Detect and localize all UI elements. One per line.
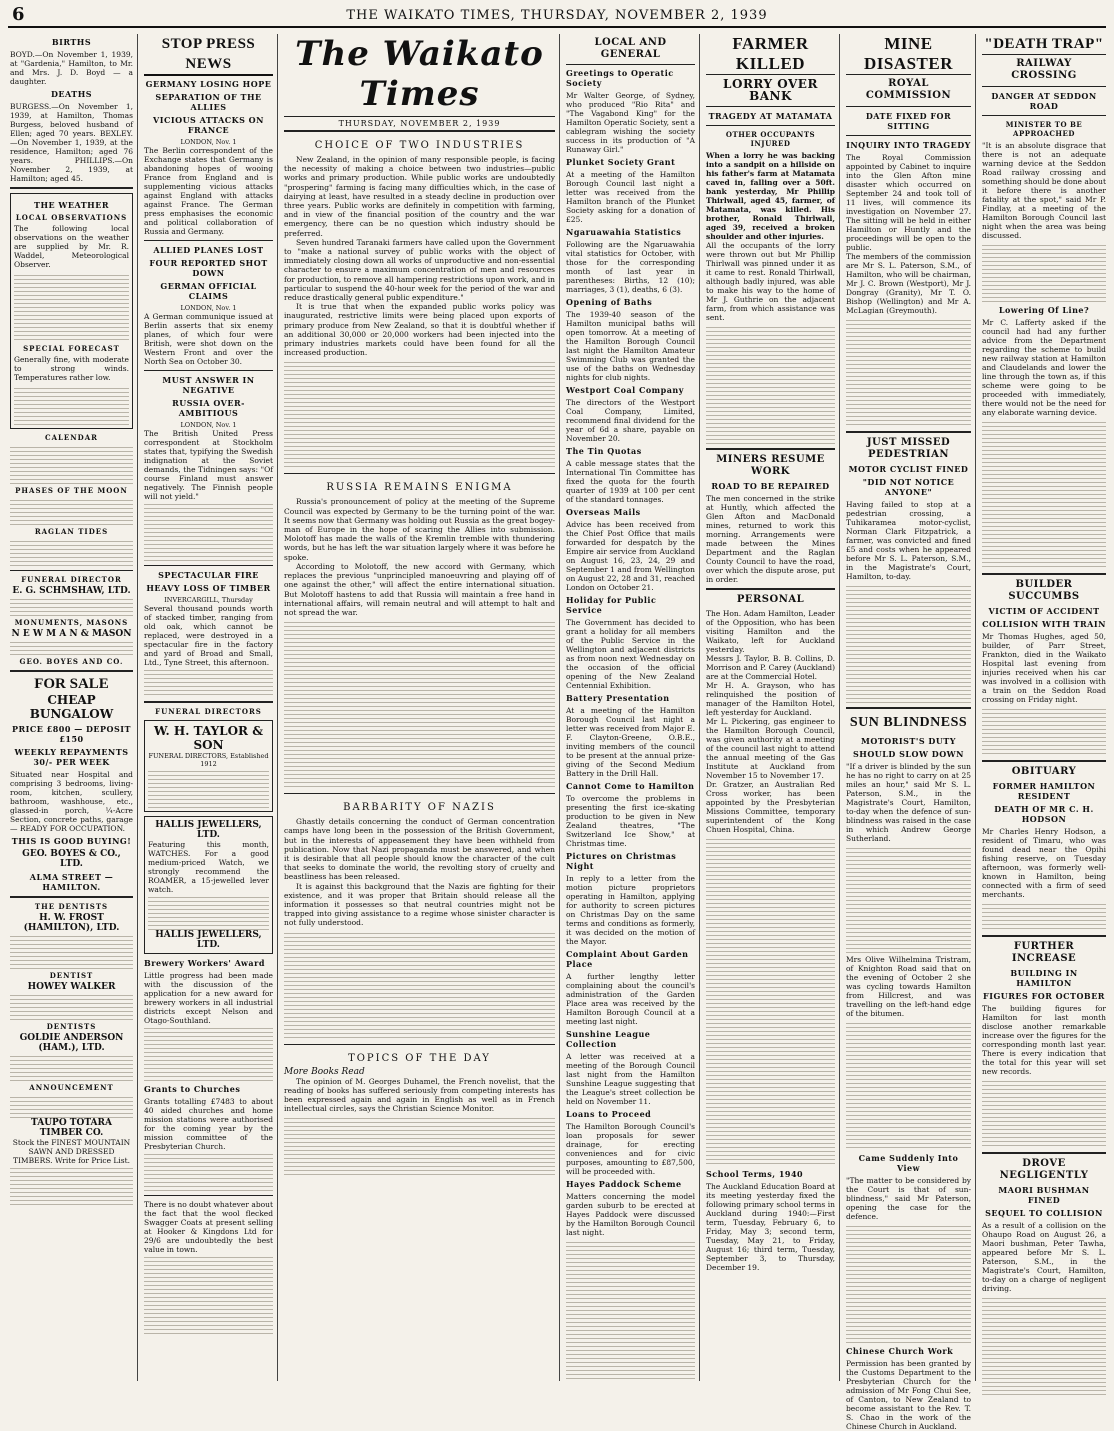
came-text: "The matter to be considered by the Court is that of sun-blindness," said Mr Paterson, opening the case for the defence. [846, 1176, 971, 1221]
death-trap-sub1: RAILWAY CROSSING [1011, 58, 1077, 81]
editorial2-p1: Russia's pronouncement of policy at the meeting of the Supreme Council was expected by Germany to be the turning point of the war. It seems now that Germany was holding out Russia as the great bogey-man of Europe in the hope of scaring the Allies into submission. Molotoff has made the walls of the Kremlin tremble with thundering words, but he has left the war situation largely where it was before he spoke. [284, 497, 555, 562]
builder-sub: VICTIM OF ACCIDENT [988, 606, 1100, 616]
death-trap-p1: "It is an absolute disgrace that there is not an adequate warning device at the Seddon Road railway crossing and something should be done about it before there is another fatality at the spot," said Mr P. Findlay, at a meeting of the Hamilton Borough Council last night when the area was being discussed. [982, 141, 1107, 240]
n5-title: Westport Coal Company [566, 385, 684, 395]
sale-firm: GEO. BOYES & CO., LTD. [22, 849, 121, 869]
column-mine-disaster [842, 34, 976, 1431]
local-general-heading: LOCAL AND GENERAL [566, 37, 695, 65]
funeral-directors-heading: FUNERAL DIRECTORS [155, 707, 262, 716]
n7-text: Advice has been received from the Chief Post Office that mails forwarded for despatch by the Empire air service from Auckland on August 16, 23, 24, 29 and September 1 and from Wellington on August 22, 28 and 31, reached London on October 21. [566, 520, 695, 592]
n3-title: Ngaruawahia Statistics [566, 227, 682, 237]
stop-press-heading: STOP PRESS NEWS [144, 34, 273, 76]
editorial1-p3: It is true that when the expanded public works policy was inaugurated, restrictive limits were being placed upon exports of primary produce from New Zealand, so that it is doubtful whether if an additional 30,000 or 20,000 workers had been injected into the primary industries markets could have been found for all the increased production. [284, 302, 555, 358]
n1-text: Mr Walter George, of Sydney, who produced "Rio Rita" and "The Vagabond King" for the Hamilton Operatic Society, sent a cablegram wishing the society success in its production of "A Runaway Girl." [566, 91, 695, 154]
page-number: 6 [12, 4, 25, 25]
obituary-sub: FORMER HAMILTON RESIDENT [992, 781, 1096, 801]
dentist3-firm: GOLDIE ANDERSON (HAM.), LTD. [19, 1033, 124, 1053]
n3-text: Following are the Ngaruawahia vital statistics for October, with those for the corresponding month of last year in parentheses: Births, 12 (10); marriages, 3 (1), deaths, 6 (3). [566, 240, 695, 294]
editorial-date: THURSDAY, NOVEMBER 2, 1939 [284, 117, 555, 132]
editorial3-p1: Ghastly details concerning the conduct of German concentration camps have long been in the possession of the British Government, but in the interests of appeasement they have been withheld from publication. Now that Nazi propaganda must be answered, and when it is desirable that all people should know the character of the cult that seeks to dominate the world, the revolting story of cruelty and beastliness has been released. [284, 817, 555, 882]
farmer-p2: All the occupants of the lorry were thrown out but Mr Phillip Thirlwall was pinned under it as it came to rest. Ronald Thirlwall, although badly injured, was able to make his way to the home of Mr J. Guthrie on the adjacent farm, from which assistance was sent. [706, 241, 835, 322]
hallis2-firm: HALLIS JEWELLERS, LTD. [155, 930, 262, 950]
lowering-heading: Lowering Of Line? [998, 305, 1090, 315]
n9-title: Battery Presentation [566, 693, 670, 703]
dentists3-heading: DENTISTS [46, 1022, 97, 1031]
obituary-sub2: DEATH OF MR C. H. HODSON [994, 804, 1094, 824]
coats-ad-text: There is no doubt whatever about the fact that the wool flecked Swagger Coats at present selling at Hooker & Kingdons Ltd for 29/6 are undoubtedly the best value in town. [144, 1200, 273, 1254]
editorial3-title: BARBARITY OF NAZIS [343, 802, 496, 814]
sp3-place: LONDON, Nov. 1 [180, 304, 237, 312]
column-local-general [562, 34, 700, 1381]
pedestrian-text: Having failed to stop at a pedestrian crossing, a Tuhikaramea motor-cyclist, Norman Clark Fitzpatrick, a farmer, was convicted and fined £5 and costs when he appeared before Mr S. L. Paterson, S.M., in the Magistrate's Court, Hamilton, to-day. [846, 500, 971, 581]
builder-heading: BUILDER SUCCUMBS [1008, 579, 1080, 602]
mine-sub1: ROYAL COMMISSION [865, 78, 952, 101]
funeral-firm: E. G. SCHMSHAW, LTD. [12, 586, 131, 596]
weather-heading: THE WEATHER [33, 200, 109, 210]
editorial1-title: CHOICE OF TWO INDUSTRIES [314, 140, 525, 151]
n14-title: Loans to Proceed [566, 1109, 652, 1119]
editorial2-p2: According to Molotoff, the new accord with Germany, which replaces the previous "unprincipled manoeuvring and playing off of one against the other," will affect the entire international situation. But Molotoff hastens to add that Russia will maintain a free hand in international affairs, will remain neutral and will attempt to halt and not spread the war. [284, 561, 555, 617]
personal-p1: The Hon. Adam Hamilton, Leader of the Opposition, who has been visiting Hamilton and the Waikato, left for Auckland yesterday. [706, 609, 835, 654]
editorial3-p2: It is against this background that the Nazis are fighting for their existence, and it was proper that Britain should release all the information it possesses so that neutral countries might not be trapped into giving assistance to a regime whose sinister character is not fully understood. [284, 881, 555, 928]
sale-weekly: WEEKLY REPAYMENTS 30/- PER WEEK [14, 747, 129, 767]
came-heading: Came Suddenly Into View [858, 1153, 959, 1173]
n13-text: A letter was received at a meeting of the Borough Council last night from the Hamilton Sunshine League suggesting that the League's street collection be held on November 11. [566, 1052, 695, 1106]
death-trap-sub2: DANGER AT SEDDON ROAD [991, 91, 1097, 111]
sale-price: PRICE £800 — DEPOSIT £150 [12, 724, 131, 744]
personal-heading: PERSONAL [736, 594, 805, 605]
taylor-sub: FUNERAL DIRECTORS, Established 1912 [148, 752, 269, 768]
sp1-title: GERMANY LOSING HOPE [145, 79, 272, 89]
column-notices [6, 34, 138, 1381]
sale-street: ALMA STREET — HAMILTON. [29, 872, 114, 892]
editorial1-p2: Seven hundred Taranaki farmers have called upon the Government to "make a national survey of public works with the object of immediately closing down all works of unproductive and non-essential character to ensure a maximum concentration of men and resources for production, to remove all hampering restrictions upon work, and in particular to suspend the 40-hour week for the period of the war and reduce drastically general public expenditure." [284, 237, 555, 303]
drove-sub2: SEQUEL TO COLLISION [985, 1208, 1103, 1218]
pedestrian-quote: "DID NOT NOTICE ANYONE" [862, 477, 955, 497]
builder-sub2: COLLISION WITH TRAIN [982, 619, 1106, 629]
sale-buy: THIS IS GOOD BUYING! [11, 836, 132, 846]
editorial2-title: RUSSIA REMAINS ENIGMA [326, 482, 513, 494]
churches-text: Grants totalling £7483 to about 40 aided churches and home mission stations were authorised for the coming year by the mission committee of the Presbyterian Church. [144, 1097, 273, 1151]
sp5-sub: HEAVY LOSS OF TIMBER [146, 583, 271, 593]
column-farmer-killed [702, 34, 840, 1381]
brewery-heading: Brewery Workers' Award [144, 958, 265, 968]
sun-sub: MOTORIST'S DUTY [861, 736, 956, 746]
increase-heading: FURTHER INCREASE [1011, 941, 1077, 964]
personal-p4: Mr L. Pickering, gas engineer to the Hamilton Borough Council, was given authority at a meeting of the council last night to attend the annual meeting of the Gas Institute at Auckland from November 15 to November 17. [706, 717, 835, 780]
sun-text2: Mrs Olive Wilhelmina Tristram, of Knighton Road said that on the evening of October 2 she was cycling towards Hamilton from Hillcrest, and was travelling on the left-hand edge of the bitumen. [846, 955, 971, 1018]
n9-text: At a meeting of the Hamilton Borough Council last night a letter was received from Major E. F. Clayton-Greene, O.B.E., inviting members of the council to be present at the annual prize-giving of the Second Medium Battery in the Drill Hall. [566, 706, 695, 778]
dentist2-firm: HOWEY WALKER [27, 982, 116, 992]
weather-box [10, 193, 133, 429]
pedestrian-heading: JUST MISSED PEDESTRIAN [866, 437, 951, 460]
dentist2-heading: DENTIST [49, 971, 94, 980]
totara-firm: TAUPO TOTARA TIMBER CO. [31, 1118, 112, 1138]
n11-title: Pictures on Christmas Night [566, 851, 677, 871]
personal-p5: Dr. Gratzer, an Australian Red Cross worker, has been appointed by the Presbyterian Missions Committee, temporary superintendent of the Kong Chuen Hospital, China. [706, 780, 835, 834]
newspaper-flag: The Waikato Times [284, 34, 555, 117]
death-trap-sub3: MINISTER TO BE APPROACHED [1005, 120, 1083, 138]
moon-heading: PHASES OF THE MOON [15, 486, 128, 495]
n7-title: Overseas Mails [566, 507, 641, 517]
n6-title: The Tin Quotas [566, 446, 642, 456]
births-heading: BIRTHS [51, 37, 92, 47]
drove-sub: MAORI BUSHMAN FINED [998, 1185, 1090, 1205]
sale-head: CHEAP BUNGALOW [29, 693, 114, 721]
personal-p3: Mr H. A. Grayson, who has relinquished the position of manager of the Hamilton Hotel, left yesterday for Auckland. [706, 681, 835, 717]
n12-title: Complaint About Garden Place [566, 949, 689, 969]
sun-sub2: SHOULD SLOW DOWN [853, 749, 964, 759]
school-text: The Auckland Education Board at its meeting yesterday fixed the following primary school terms in Auckland during 1940:—First term, Tuesday, February 6, to Friday, May 3; second term, Tuesday, May 21, to Friday, August 16; third term, Tuesday, September 3, to Thursday, December 19. [706, 1182, 835, 1272]
n10-text: To overcome the problems in presenting the first ice-skating production to be given in New Zealand theatres, "The Switzerland Ice Show," at Christmas time. [566, 794, 695, 848]
drove-text: As a result of a collision on the Ohaupo Road on August 26, a Maori bushman, Peter Tawha, appeared before Mr S. L. Paterson, S.M., in the Magistrate's Court, Hamilton, to-day on a charge of negligent driving. [982, 1221, 1106, 1293]
mason-firm: N E W M A N & MASON [11, 629, 132, 639]
taylor-firm: W. H. TAYLOR & SON [153, 724, 264, 752]
sp4-sub: RUSSIA OVER-AMBITIOUS [172, 398, 245, 418]
sp4-place: LONDON, Nov. 1 [180, 421, 237, 429]
weather-subheading: LOCAL OBSERVATIONS [15, 213, 128, 222]
sp3-sub2: GERMAN OFFICIAL CLAIMS [160, 281, 257, 301]
n14-text: The Hamilton Borough Council's loan proposals for sewer drainage, for erecting conveniences and for civic purposes, amounting to £87,500, will be proceeded with. [566, 1122, 695, 1176]
sale-text: Situated near Hospital and comprising 3 bedrooms, living-room, kitchen, scullery, bathroom, washhouse, etc., glassed-in porch, ¼-Acre Section, concrete paths, garage— READY FOR OCCUPATION. [10, 770, 133, 833]
n15-title: Hayes Paddock Scheme [566, 1179, 682, 1189]
forecast-text: Generally fine, with moderate to strong winds. Temperatures rather low. [14, 355, 129, 382]
n10-title: Cannot Come to Hamilton [566, 781, 695, 791]
sun-blindness-heading: SUN BLINDNESS [849, 715, 968, 730]
announcement-heading: ANNOUNCEMENT [29, 1083, 114, 1092]
topics-sub: More Books Read [284, 1066, 365, 1077]
sp2-title: VICIOUS ATTACKS ON FRANCE [153, 115, 264, 135]
n4-text: The 1939-40 season of the Hamilton municipal baths will open tomorrow. At a meeting of the Hamilton Borough Council last night the Hamilton Amateur Swimming Club was granted the use of the baths on Wednesday nights for club nights. [566, 310, 695, 382]
farmer-sub1: LORRY OVER BANK [723, 77, 818, 103]
n2-title: Plunket Society Grant [566, 157, 676, 167]
drove-heading: DROVE NEGLIGENTLY [999, 1158, 1089, 1181]
editorial1-p1: New Zealand, in the opinion of many responsible people, is facing the necessity of making a choice between two industries—public works and primary production. While public works are undoubtedly "prospering" farming is facing many difficulties which, in the case of dairying at least, have resulted in a steady decline in production over three years. Public works are definitely in competition with farming, and in view of the financial position of the country and the war emergency, there can be no question which industry should be preferred. [284, 155, 555, 238]
topics-p1: The opinion of M. Georges Duhamel, the French novelist, that the reading of books has suffered seriously from competing interests has been expressed again and again in English as well as in French intellectual circles, says the Christian Science Monitor. [284, 1076, 555, 1114]
farmer-sub2: TRAGEDY AT MATAMATA [708, 111, 833, 121]
farmer-sub3: OTHER OCCUPANTS INJURED [725, 130, 816, 148]
dentist-firm: H. W. FROST (HAMILTON), LTD. [23, 913, 120, 933]
dentists-heading: THE DENTISTS [34, 902, 109, 911]
births-text: BOYD.—On November 1, 1939, at "Gardenia," Hamilton, to Mr. and Mrs. J. D. Boyd — a daughter. [10, 50, 133, 86]
miners-sub: ROAD TO BE REPAIRED [711, 481, 830, 491]
column-death-trap [978, 34, 1110, 1381]
brewery-text: Little progress had been made with the discussion of the application for a new award for brewery workers in all industrial districts except Nelson and Otago-Southland. [144, 971, 273, 1025]
monuments-heading: MONUMENTS, MASONS [14, 618, 129, 627]
n13-title: Sunshine League Collection [566, 1029, 651, 1049]
running-head: THE WAIKATO TIMES, THURSDAY, NOVEMBER 2, 1939 [346, 8, 768, 23]
hallis-firm: HALLIS JEWELLERS, LTD. [155, 820, 262, 840]
pedestrian-sub: MOTOR CYCLIST FINED [848, 464, 969, 474]
totara-text: Stock the FINEST MOUNTAIN SAWN AND DRESSED TIMBERS. Write for Price List. [12, 1138, 131, 1165]
sun-text: "If a driver is blinded by the sun he has no right to carry on at 25 miles an hour," said Mr S. L. Paterson, S.M., in the Magistrate's Court, Hamilton, to-day when the defence of sun-blindness was raised in the case in which Andrew George Sutherland. [846, 762, 971, 843]
mine-p1: The Royal Commission appointed by Cabinet to inquire into the Glen Afton mine disaster which occurred on September 24 and took toll of 11 lives, will commence its investigation on November 27. The sitting will be held in either Hamilton or Huntly and the proceedings will be open to the public. [846, 153, 971, 252]
chinese-heading: Chinese Church Work [846, 1346, 954, 1356]
sp2-place: LONDON, Nov. 1 [180, 138, 237, 146]
sp3-title: ALLIED PLANES LOST [153, 245, 264, 255]
deaths-text: BURGESS.—On November 1, 1939, at Hamilton, Thomas Burgess, beloved husband of Ellen; aged 70 years. BEXLEY.—On November 1, 1939, at the residence, Hamilton; aged 76 years. PHILLIPS.—On November 2, 1939, at Hamilton; aged 45. [10, 102, 133, 183]
topics-title: TOPICS OF THE DAY [348, 1052, 491, 1064]
school-heading: School Terms, 1940 [706, 1169, 804, 1179]
sp5-text: Several thousand pounds worth of stacked timber, ranging from old oak, which cannot be replaced, were destroyed in a spectacular fire in the factory and yard of Broad and Small, Ltd., Tyne Street, this afternoon. [144, 604, 273, 667]
increase-sub2: FIGURES FOR OCTOBER [983, 991, 1105, 1001]
n2-text: At a meeting of the Hamilton Borough Council last night a letter was received from the Hamilton branch of the Plunket Society asking for a donation of £25. [566, 170, 695, 224]
n8-title: Holiday for Public Service [566, 595, 657, 615]
sp3-text: A German communique issued at Berlin asserts that six enemy planes, of which four were British, were shot down on the Western Front and over the North Sea on October 30. [144, 312, 273, 366]
farmer-killed-heading: FARMER KILLED [706, 34, 835, 75]
n8-text: The Government has decided to grant a holiday for all members of the Public Service in the Wellington and adjacent districts as from noon next Wednesday on the occasion of the official opening of the New Zealand Centennial Exhibition. [566, 618, 695, 690]
sale-heading: FOR SALE [34, 676, 109, 692]
mine-sub3: INQUIRY INTO TRAGEDY [846, 140, 971, 150]
sp2-text: The Berlin correspondent of the Exchange states that Germany is abandoning hopes of wooing France from England and is supplementing vicious attacks against England with attacks against France. The German press emphasises the economic and political collaboration of Russia and Germany. [144, 146, 273, 236]
miners-heading: MINERS RESUME WORK [716, 454, 825, 477]
hallis-text: Featuring this month, WATCHES. For a good medium-priced Watch, we strongly recommend the ROAMER, a 15-jewelled lever watch. [148, 840, 269, 894]
increase-text: The building figures for Hamilton for last month disclose another remarkable increase over the figures for the corresponding month last year. There is every indication that the total for this year will set new records. [982, 1004, 1106, 1076]
lowering-text: Mr C. Lafferty asked if the council had had any further advice from the Department regarding the scheme to build new railway station at Hamilton and Claudelands and lower the line through the town as, if this scheme were going to be proceeded with immediately, there would not be the need for any elaborate warning device. [982, 318, 1106, 417]
sp4-text: The British United Press correspondent at Stockholm states that, typifying the Swedish indignation at the Soviet demands, the Tidningen says: "Of course Finland must answer negatively. The Finnish people will not yield." [144, 429, 273, 501]
obituary-text: Mr Charles Henry Hodson, a resident of Timaru, who was found dead near the Opihi fishing reserve, on Tuesday afternoon, was formerly well-known in Hamilton, being connected with a firm of seed merchants. [982, 827, 1106, 899]
obituary-heading: OBITUARY [1011, 766, 1077, 777]
calendar-heading: CALENDAR [45, 433, 98, 442]
sp5-title: SPECTACULAR FIRE [158, 570, 259, 580]
column-stop-press [140, 34, 278, 1381]
mine-sub2: DATE FIXED FOR SITTING [865, 111, 952, 131]
forecast-heading: SPECIAL FORECAST [23, 344, 120, 353]
column-editorial [280, 34, 560, 1381]
n12-text: A further lengthy letter complaining about the council's administration of the Garden Place area was received by the Hamilton Borough Council at a meeting last night. [566, 972, 695, 1026]
n15-text: Matters concerning the model garden suburb to be erected at Hayes Paddock were discussed by the Hamilton Borough Council last night. [566, 1192, 695, 1237]
sp4-title: MUST ANSWER IN NEGATIVE [162, 375, 255, 395]
chinese-text: Permission has been granted by the Customs Department to the Presbyterian Church for the admission of Mr Fong Chui See, of Canton, to New Zealand to become assistant to the Rev. T. S. Chao in the work of the Chinese Church in Auckland. [846, 1359, 971, 1431]
n1-title: Greetings to Operatic Society [566, 68, 674, 88]
n4-title: Opening of Baths [566, 297, 653, 307]
personal-p2: Messrs J. Taylor, B. B. Collins, D. Morrison and P. Carey (Auckland) are at the Commercial Hotel. [706, 654, 835, 681]
death-trap-heading: "DEATH TRAP" [982, 34, 1106, 55]
sp1-sub: SEPARATION OF THE ALLIES [155, 92, 262, 112]
builder-text: Mr Thomas Hughes, aged 50, builder, of Parr Street, Frankton, died in the Waikato Hospital last evening from injuries received when his car was involved in a collision with a train on the Seddon Road crossing on Friday night. [982, 632, 1106, 704]
tides-heading: RAGLAN TIDES [34, 527, 109, 536]
sp3-sub: FOUR REPORTED SHOT DOWN [149, 258, 268, 278]
n5-text: The directors of the Westport Coal Company, Limited, recommend final dividend for the year of 6d a share, payable on November 20. [566, 398, 695, 443]
mine-p2: The members of the commission are Mr S. L. Paterson, S.M., of Hamilton, who will be chairman, Mr J. C. Brown (Westport), Mr J. Dongray (Granity), Mr T. O. Bishop (Wellington) and Mr A. McLagian (Greymouth). [846, 252, 971, 315]
weather-text: The following local observations on the weather are supplied by Mr. R. Waddel, Meteorological Observer. [14, 224, 129, 269]
miners-text: The men concerned in the strike at Huntly, which affected the Glen Afton and MacDonald mines, returned to work this morning. Arrangements were made between the Mines Department and the Raglan County Council to have the road, over which the dispute arose, put in order. [706, 494, 835, 584]
sp5-place: INVERCARGILL, Thursday [164, 596, 253, 604]
funeral-heading: FUNERAL DIRECTOR [21, 575, 122, 584]
page-header [8, 4, 1106, 28]
churches-heading: Grants to Churches [144, 1084, 241, 1094]
mine-disaster-heading: MINE DISASTER [846, 34, 971, 75]
deaths-heading: DEATHS [50, 89, 93, 99]
n6-text: A cable message states that the International Tin Committee has fixed the quota for the fourth quarter of 1939 at 100 per cent of the standard tonnages. [566, 459, 695, 504]
mason-sub: GEO. BOYES AND CO. [19, 657, 124, 666]
n11-text: In reply to a letter from the motion picture proprietors operating in Hamilton, applying for authority to screen pictures on Christmas Day on the same terms and conditions as formerly, it was decided on the motion of the Mayor. [566, 874, 695, 946]
increase-sub: BUILDING IN HAMILTON [1010, 968, 1078, 988]
farmer-p1: When a lorry he was backing into a sandpit on a hillside on his father's farm at Matamata caved in, falling over a 50ft. bank yesterday, Mr Phillip Thirlwall, aged 45, farmer, of Matamata, was killed. His brother, Ronald Thirlwall, aged 39, received a broken shoulder and other injuries. [706, 151, 835, 241]
